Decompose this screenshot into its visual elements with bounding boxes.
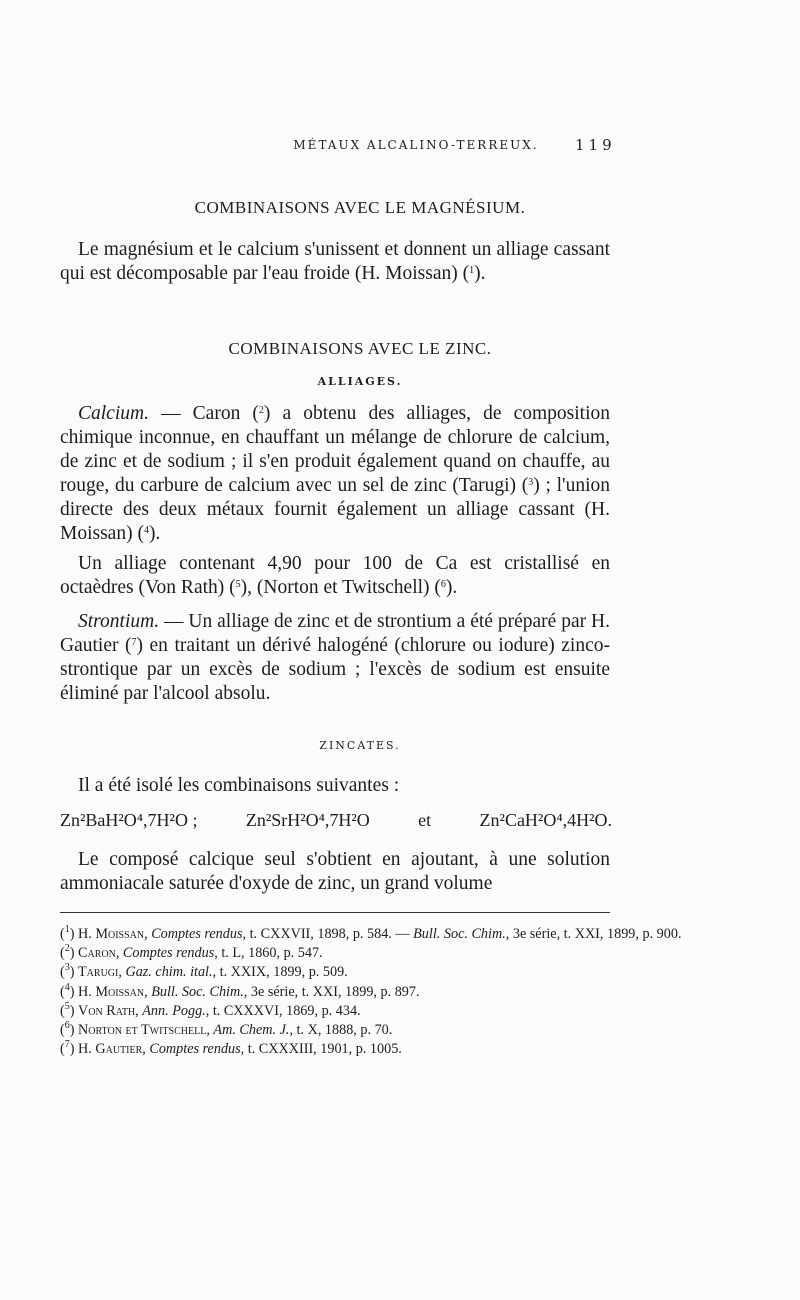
strontium-text-2: ) en traitant un dérivé halogéné (chlorure ou iodure) zinco-strontique par un excès de sodium ; l'excès de sodium est ensuite éliminé par l'alcool absolu. xyxy=(60,635,610,704)
calcium-alloy-text-1: Un alliage contenant 4,90 pour 100 de Ca est cristallisé en octaèdres (Von Rath) ( xyxy=(60,553,610,598)
formula-conjunction: et xyxy=(418,810,432,830)
footnote-author: H. Gautier xyxy=(78,1041,143,1058)
footnote-title: Bull. Soc. Chim. xyxy=(151,983,244,1000)
footnote-title: Comptes rendus xyxy=(122,945,215,962)
paragraph-calcium-alloy xyxy=(60,552,610,600)
calcium-label: Calcium. xyxy=(78,403,149,424)
footnote-author: Caron xyxy=(78,945,116,962)
calcium-alloy-text-2: ), (Norton et Twitschell) ( xyxy=(240,577,441,598)
footnote-ref: 5 xyxy=(235,579,241,590)
footnote-ref: 6 xyxy=(440,579,446,590)
strontium-text-1: — Un alliage de zinc et de strontium a été préparé par H. Gautier ( xyxy=(60,611,610,656)
subheading-alliages: ALLIAGES. xyxy=(317,375,403,388)
footnote-3: ($^3$) Tarugi, Gaz. chim. ital., t. XXIX, 1899, p. 509. xyxy=(60,962,348,981)
footnote-title: Comptes rendus xyxy=(149,1041,241,1058)
footnote-author: H. Moissan xyxy=(78,926,145,942)
footnote-ref-text: , t. CXXVII, 1898, p. 584. — xyxy=(242,926,414,942)
calcium-alloy-text-3: ). xyxy=(445,577,458,598)
zincate-formulas xyxy=(60,810,612,831)
footnote-title: Am. Chem. J. xyxy=(213,1022,290,1039)
footnotes xyxy=(60,924,682,1059)
footnote-4: ($^4$) H. Moissan, Bull. Soc. Chim., 3e série, t. XXI, 1899, p. 897. xyxy=(60,981,420,1000)
paragraph-zincates-intro: Il a été isolé les combinaisons suivantes : xyxy=(78,775,400,796)
footnote-title: Ann. Pogg. xyxy=(142,1002,206,1019)
footnote-number: 3 xyxy=(64,962,70,974)
footnote-number: 1 xyxy=(64,924,70,935)
section-title-zinc: COMBINAISONS AVEC LE ZINC. xyxy=(228,339,492,358)
footnote-extra-title: Bull. Soc. Chim. xyxy=(413,926,506,942)
paragraph-magnesium: Le magnésium et le calcium s'unissent et donnent un alliage cassant qui est décomposable par l'eau froide (H. Moissan) ($^1$). xyxy=(60,239,610,284)
footnote-number: 6 xyxy=(64,1020,70,1032)
footnote-author: H. Moissan xyxy=(78,983,145,1000)
footnote-ref-text: , 3e série, t. XXI, 1899, p. 897. xyxy=(243,983,420,1000)
footnote-number: 4 xyxy=(64,981,70,993)
calcium-text-4: ). xyxy=(148,523,161,544)
strontium-label: Strontium. xyxy=(78,611,160,632)
formula-calcium: Zn²CaH²O⁴,4H²O. xyxy=(479,810,612,830)
footnote-6: ($^6$) Norton et Twitschell, Am. Chem. J., t. X, 1888, p. 70. xyxy=(60,1020,393,1039)
footnote-5: ($^5$) Von Rath, Ann. Pogg., t. CXXXVI, 1869, p. 434. xyxy=(60,1000,361,1019)
calcium-text-2: ) a obtenu des alliages, de composition chimique inconnue, en chauffant un mélange de chlorure de calcium, de zinc et de sodium ; il s'en produit également quand on chauffe, au rouge, du carbure de calcium avec un sel de zinc (Tarugi) ( xyxy=(60,403,610,496)
paragraph-calcium xyxy=(60,402,610,546)
footnote-author: Norton et Twitschell xyxy=(78,1022,207,1039)
footnote-ref: 2 xyxy=(258,405,264,416)
footnote-ref: 7 xyxy=(131,637,137,648)
subheading-zincates: ZINCATES. xyxy=(319,739,401,752)
footnote-ref-text: , t. CXXXIII, 1901, p. 1005. xyxy=(240,1041,402,1058)
footnote-2: ($^2$) Caron, Comptes rendus, t. L, 1860, p. 547. xyxy=(60,943,323,962)
section-title-magnesium: COMBINAISONS AVEC LE MAGNÉSIUM. xyxy=(194,198,526,217)
footnote-author: Von Rath xyxy=(78,1002,136,1019)
paragraph-last: Le composé calcique seul s'obtient en ajoutant, à une solution ammoniacale saturée d'oxyde de zinc, un grand volume xyxy=(60,849,610,894)
footnote-ref-text: , t. L, 1860, p. 547. xyxy=(214,945,323,962)
footnote-number: 2 xyxy=(64,943,70,955)
running-title: MÉTAUX ALCALINO-TERREUX. xyxy=(293,138,539,152)
calcium-text-1: — Caron ( xyxy=(148,403,259,424)
calcium-text-3: ) ; l'union directe des deux métaux fournit également un alliage cassant (H. Moissan) ( xyxy=(60,475,610,544)
footnote-extra-ref: , 3e série, t. XXI, 1899, p. 900. xyxy=(505,926,682,942)
footnote-ref-text: , t. XXIX, 1899, p. 509. xyxy=(212,964,348,981)
footnote-number: 7 xyxy=(64,1039,70,1051)
page-number: 119 xyxy=(575,136,616,154)
footnote-ref-text: , t. CXXXVI, 1869, p. 434. xyxy=(205,1002,361,1019)
footnote-divider xyxy=(60,912,610,913)
footnote-7: ($^7$) H. Gautier, Comptes rendus, t. CXXXIII, 1901, p. 1005. xyxy=(60,1039,402,1058)
footnote-author: Tarugi xyxy=(78,964,119,981)
paragraph-magnesium-text: Le magnésium et le calcium s'unissent et donnent un alliage cassant qui est décomposable par l'eau froide (H. Moissan) xyxy=(60,239,610,284)
footnote-title: Gaz. chim. ital. xyxy=(125,964,213,981)
paragraph-strontium xyxy=(60,610,610,706)
footnote-1: ($^1$) H. Moissan, Comptes rendus, t. CXXVII, 1898, p. 584. — Bull. Soc. Chim., 3e série, t. XXI, 1899, p. 900. xyxy=(60,924,682,942)
footnote-number: 5 xyxy=(64,1000,70,1012)
footnote-title: Comptes rendus xyxy=(151,926,243,942)
footnote-ref: 3 xyxy=(528,477,534,488)
formula-strontium: Zn²SrH²O⁴,7H²O xyxy=(245,810,370,830)
footnote-ref-text: , t. X, 1888, p. 70. xyxy=(289,1022,393,1039)
footnote-ref: 1 xyxy=(469,265,475,276)
formula-barium: Zn²BaH²O⁴,7H²O ; xyxy=(60,810,198,830)
footnote-ref: 4 xyxy=(143,525,149,536)
